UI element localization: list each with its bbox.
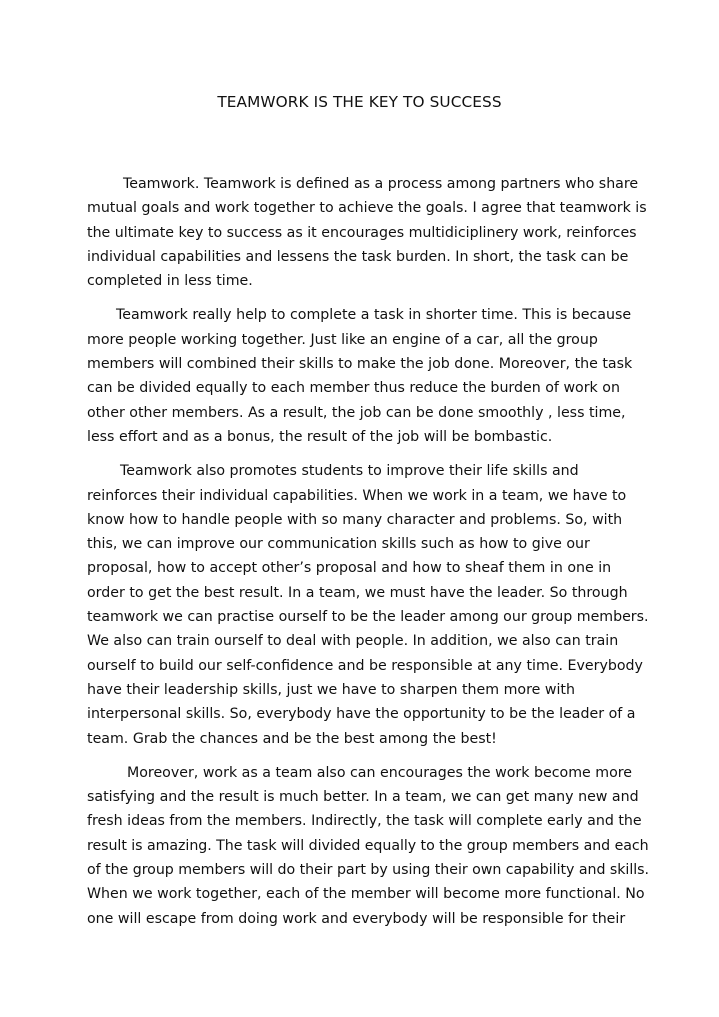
paragraph-line: fresh ideas from the members. Indirectly, the task will complete early and the (87, 813, 642, 830)
paragraph-line: Teamwork. Teamwork is defined as a process among partners who share (123, 176, 639, 192)
paragraph-1 (87, 172, 647, 293)
paragraph-line: proposal, how to accept other’s proposal and how to sheaf them in one in (87, 560, 612, 577)
paragraph-line: satisfying and the result is much better. In a team, we can get many new and (87, 789, 639, 806)
paragraph-line: Teamwork also promotes students to improve their life skills and (120, 463, 579, 480)
document-body (87, 172, 647, 941)
paragraph-line: Teamwork really help to complete a task in shorter time. This is because (116, 307, 632, 324)
paragraph-line: one will escape from doing work and everybody will be responsible for their (87, 910, 626, 927)
paragraph-line: know how to handle people with so many character and problems. So, with (87, 511, 623, 528)
paragraph-line: less effort and as a bonus, the result of the job will be bombastic. (87, 428, 553, 445)
paragraph-line: reinforces their individual capabilities. When we work in a team, we have to (87, 487, 627, 504)
paragraph-line: other other members. As a result, the job can be done smoothly , less time, (87, 404, 626, 421)
paragraph-3 (87, 459, 647, 751)
paragraph-line: ourself to build our self-confidence and be responsible at any time. Everybody (87, 657, 643, 674)
paragraph-line: order to get the best result. In a team, we must have the leader. So through (87, 584, 628, 601)
paragraph-4 (87, 761, 647, 931)
paragraph-line: members will combined their skills to make the job done. Moreover, the task (87, 356, 633, 373)
paragraph-line: We also can train ourself to deal with people. In addition, we also can train (87, 633, 619, 650)
paragraph-line: individual capabilities and lessens the task burden. In short, the task can be (87, 248, 629, 265)
paragraph-line: When we work together, each of the member will become more functional. No (87, 886, 645, 903)
paragraph-line: the ultimate key to success as it encourages multidiciplinery work, reinforces (87, 224, 637, 241)
paragraph-line: more people working together. Just like an engine of a car, all the group (87, 331, 598, 348)
paragraph-line: have their leadership skills, just we have to sharpen them more with (87, 681, 575, 698)
paragraph-line: interpersonal skills. So, everybody have the opportunity to be the leader of a (87, 706, 636, 723)
paragraph-line: Moreover, work as a team also can encourages the work become more (127, 764, 633, 781)
paragraph-line: this, we can improve our communication skills such as how to give our (87, 536, 590, 553)
paragraph-line: team. Grab the chances and be the best among the best! (87, 730, 497, 747)
paragraph-line: teamwork we can practise ourself to be the leader among our group members. (87, 609, 649, 626)
document-title: TEAMWORK IS THE KEY TO SUCCESS (217, 93, 502, 111)
paragraph-line: result is amazing. The task will divided equally to the group members and each (87, 837, 649, 854)
paragraph-2 (87, 303, 647, 449)
paragraph-line: can be divided equally to each member thus reduce the burden of work on (87, 380, 620, 397)
paragraph-line: completed in less time. (87, 273, 253, 290)
paragraph-line: of the group members will do their part by using their own capability and skills. (87, 862, 649, 879)
paragraph-line: mutual goals and work together to achieve the goals. I agree that teamwork is (87, 200, 647, 217)
